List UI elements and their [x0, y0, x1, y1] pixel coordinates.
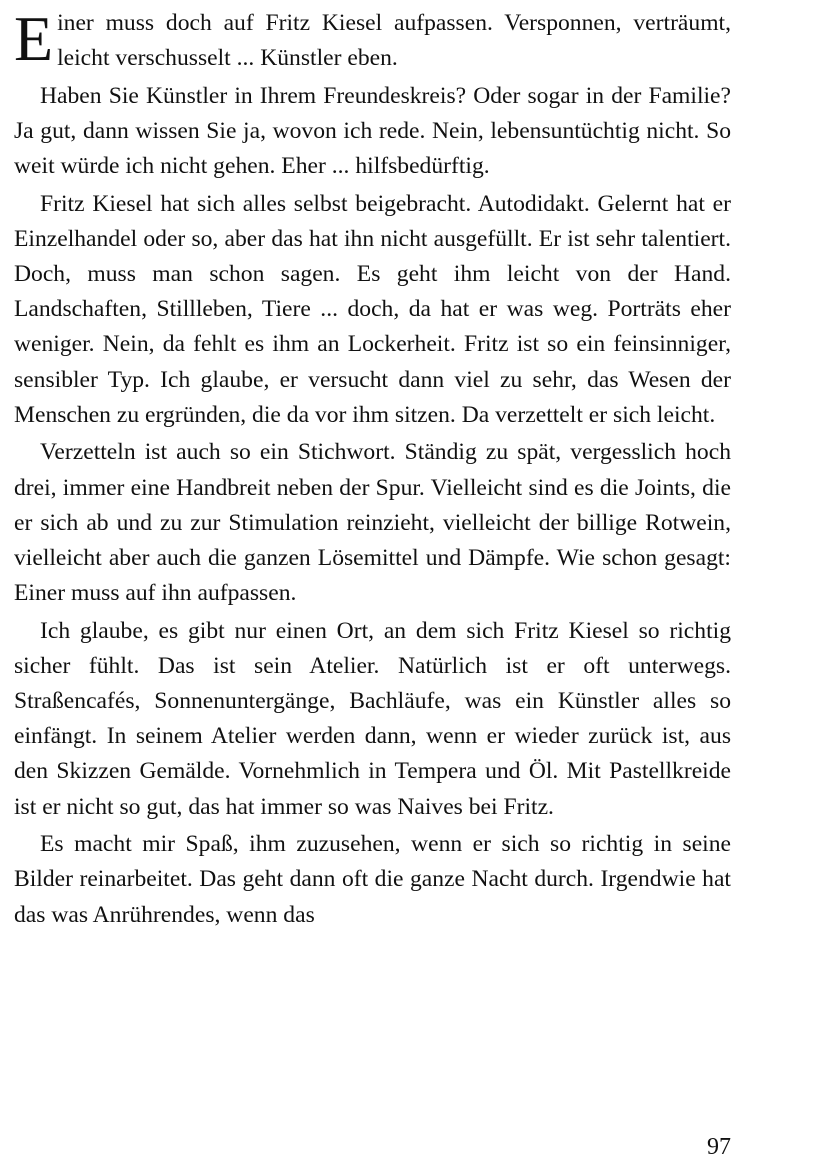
paragraph-5: Ich glaube, es gibt nur einen Ort, an dem sich Fritz Kiesel so richtig sicher fühlt. Das ist sein Atelier. Natürlich ist er oft unterwegs. Straßencafés, Sonnenuntergänge, Bachläufe, was ein Künstler alles so einfängt. In seinem Atelier werden dann, wenn er wieder zurück ist, aus den Skizzen Gemälde. Vornehmlich in Tempera und Öl. Mit Pastellkreide ist er nicht so gut, das hat immer so was Naives bei Fritz. [14, 617, 731, 820]
paragraph-1-text: iner muss doch auf Fritz Kiesel aufpassen. Versponnen, verträumt, leicht verschusselt ... Künstler eben. [57, 10, 731, 72]
paragraph-1 [14, 3, 731, 76]
drop-cap: E [14, 3, 54, 74]
paragraph-6: Es macht mir Spaß, ihm zuzusehen, wenn er sich so richtig in seine Bilder reinarbeitet. Das geht dann oft die ganze Nacht durch. Irgendwie hat das was Anrührendes, wenn das [14, 831, 731, 928]
paragraph-4: Verzetteln ist auch so ein Stichwort. Ständig zu spät, vergesslich hoch drei, immer eine Handbreit neben der Spur. Vielleicht sind es die Joints, die er sich ab und zu zur Stimulation reinzieht, vielleicht der billige Rotwein, vielleicht aber auch die ganzen Lösemittel und Dämpfe. Wie schon gesagt: Einer muss auf ihn aufpassen. [14, 439, 731, 607]
paragraph-3: Fritz Kiesel hat sich alles selbst beigebracht. Autodidakt. Gelernt hat er Einzelhandel oder so, aber das hat ihn nicht ausgefüllt. Er ist sehr talentiert. Doch, muss man schon sagen. Es geht ihm leicht von der Hand. Landschaften, Stillleben, Tiere ... doch, da hat er was weg. Porträts eher weniger. Nein, da fehlt es ihm an Lockerheit. Fritz ist so ein feinsinniger, sensibler Typ. Ich glaube, er versucht dann viel zu sehr, das Wesen der Menschen zu ergründen, die da vor ihm sitzen. Da verzettelt er sich leicht. [14, 190, 731, 428]
paragraph-2: Haben Sie Künstler in Ihrem Freundeskreis? Oder sogar in der Familie? Ja gut, dann wissen Sie ja, wovon ich rede. Nein, lebensuntüchtig nicht. So weit würde ich nicht gehen. Eher ... hilfsbedürftig. [14, 82, 731, 180]
body-text [14, 3, 731, 935]
page-number: 97 [707, 1134, 731, 1160]
